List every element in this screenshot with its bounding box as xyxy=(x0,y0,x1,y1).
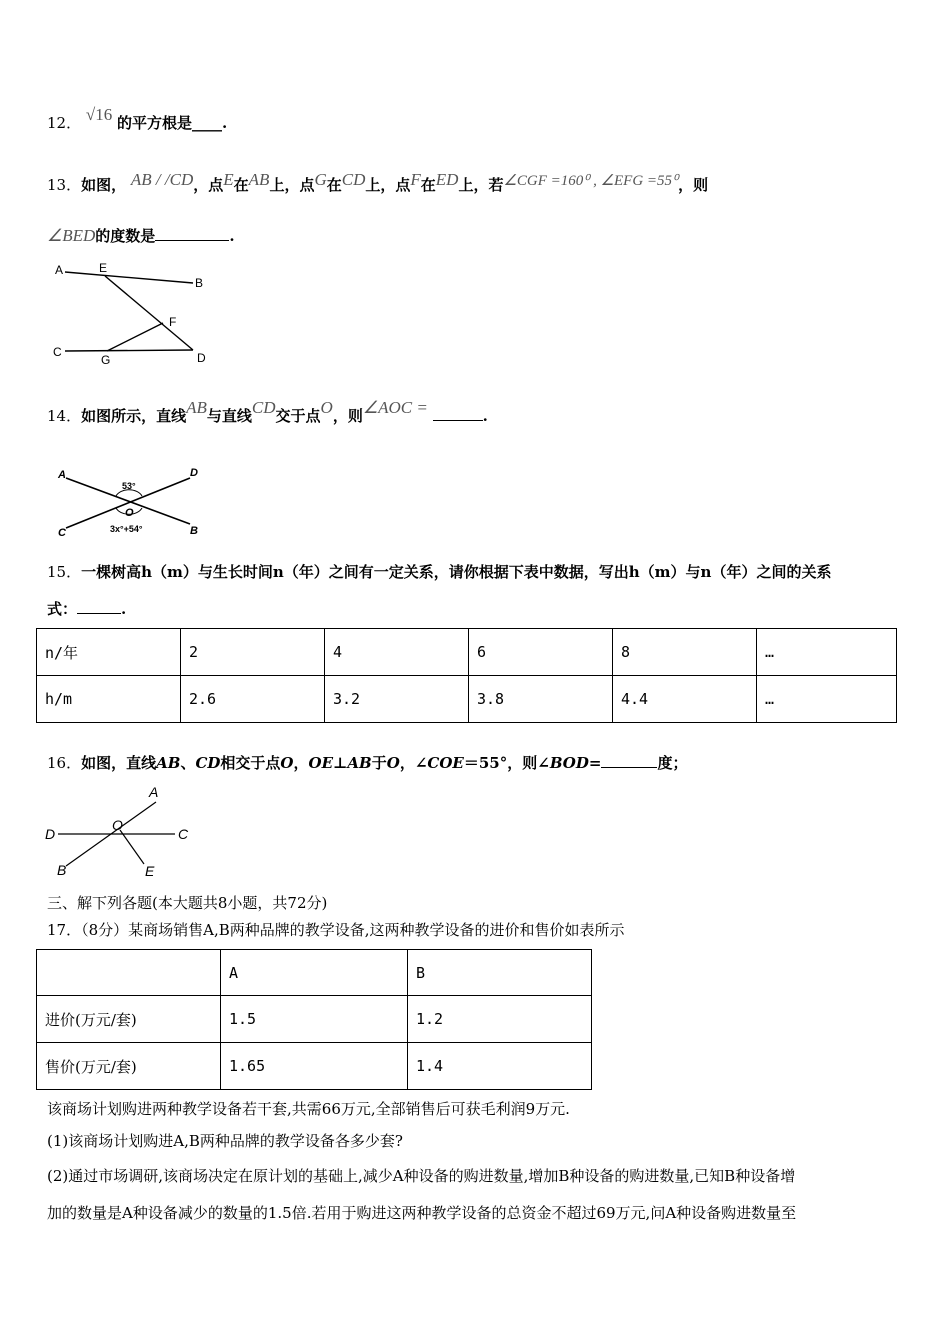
table-cell: 4 xyxy=(325,629,469,676)
q16-text: 度； xyxy=(657,754,688,772)
q13-text: ，点 xyxy=(193,176,224,194)
table-cell: 3.2 xyxy=(325,676,469,723)
table-cell: 2 xyxy=(181,629,325,676)
table-cell: 3.8 xyxy=(469,676,613,723)
table-cell: 2.6 xyxy=(181,676,325,723)
table-cell: n/年 xyxy=(37,629,181,676)
table-cell: 1.4 xyxy=(408,1043,592,1090)
q16-text: 于 xyxy=(371,754,387,772)
table-cell: A xyxy=(221,950,408,996)
q13-text: 在 xyxy=(420,176,436,194)
line-oe xyxy=(120,830,144,864)
q13-text: 上，点 xyxy=(269,176,315,194)
q16-text: 如图，直线 xyxy=(81,754,157,772)
q16-math: AB xyxy=(156,754,181,772)
q13-text: 上，点 xyxy=(365,176,411,194)
q17-part2-line2: 加的数量是A种设备减少的数量的1.5倍.若用于购进这两种教学设备的总资金不超过69万元,问A种设备购进数量至 xyxy=(47,1204,797,1222)
q16-math: ∠COE xyxy=(414,754,464,772)
q16-math: OE xyxy=(308,754,334,772)
label-a: A xyxy=(55,263,64,277)
q16-text: ， xyxy=(293,754,309,772)
table-cell: 1.5 xyxy=(221,996,408,1043)
q13-line1 xyxy=(47,170,709,195)
q13-figure xyxy=(45,258,225,368)
q14-text: . xyxy=(482,407,488,425)
label-d: D xyxy=(45,826,56,842)
q13-text: ，则 xyxy=(678,176,709,194)
q16-math: O xyxy=(280,754,294,772)
line-gf xyxy=(107,323,163,351)
q16-text: = xyxy=(588,754,602,772)
q15-text: 式： xyxy=(47,600,78,618)
label-g: G xyxy=(101,353,111,367)
q15-line2 xyxy=(47,598,126,619)
q15-text: . xyxy=(121,600,127,618)
table-row xyxy=(37,629,897,676)
q16-answer-blank[interactable] xyxy=(601,767,657,768)
q17-table xyxy=(36,949,592,1090)
q13-math: E xyxy=(223,170,234,189)
q13-text: 的度数是 xyxy=(95,227,156,245)
table-row xyxy=(37,996,592,1043)
q14-line xyxy=(47,398,488,426)
q14-text: ，则 xyxy=(332,407,363,425)
q14-answer-blank[interactable] xyxy=(433,420,483,421)
table-cell: 6 xyxy=(469,629,613,676)
q17-part1: (1)该商场计划购进A,B两种品牌的教学设备各多少套? xyxy=(47,1132,403,1150)
label-e: E xyxy=(99,261,108,275)
q13-math: CD xyxy=(341,170,366,189)
q15-table xyxy=(36,628,897,723)
q13-line2 xyxy=(47,225,235,246)
q13-answer-blank[interactable] xyxy=(155,240,229,241)
q14-math: CD xyxy=(251,398,276,417)
q13-text: 上，若 xyxy=(458,176,504,194)
q16-math: CD xyxy=(195,754,221,772)
q13-math: ∠CGF =160⁰ , ∠EFG =55⁰ xyxy=(503,173,679,189)
q13-math: ED xyxy=(435,170,459,189)
label-b: B xyxy=(190,525,198,537)
q16-math: O xyxy=(386,754,400,772)
table-cell: 1.2 xyxy=(408,996,592,1043)
q12-line xyxy=(47,105,228,133)
label-a: A xyxy=(149,784,159,800)
q16-math: BOD xyxy=(549,754,589,772)
q16-text: 相交于点 xyxy=(220,754,281,772)
q14-text: 如图所示，直线 xyxy=(81,407,187,425)
q16-text: 、 xyxy=(180,754,196,772)
q15-line1 xyxy=(47,561,831,582)
q15-answer-blank[interactable] xyxy=(77,613,121,614)
table-row xyxy=(37,1043,592,1090)
table-cell: … xyxy=(757,676,897,723)
q13-math: AB / /CD xyxy=(130,170,194,189)
table-cell xyxy=(37,950,221,996)
angle-bottom-label: 3x°+54° xyxy=(110,524,143,534)
q14-math: O xyxy=(320,398,333,417)
label-o: O xyxy=(125,507,134,519)
q16-text: ＝55°，则∠ xyxy=(463,754,550,772)
q12-text: 的平方根是____. xyxy=(117,114,228,132)
q13-text: 在 xyxy=(233,176,249,194)
q12-number: 12． xyxy=(47,114,82,132)
q17-title: 17．（8分）某商场销售A,B两种品牌的教学设备,这两种教学设备的进价和售价如表所示 xyxy=(47,921,625,939)
label-b: B xyxy=(57,862,67,878)
table-row xyxy=(37,676,897,723)
q13-math: F xyxy=(410,170,421,189)
q16-text: ， xyxy=(399,754,415,772)
q15-text: 一棵树高h（m）与生长时间n（年）之间有一定关系，请你根据下表中数据，写出h（m）与n（年）之间的关系 xyxy=(81,563,832,581)
q14-math: AB xyxy=(186,398,207,417)
label-a: A xyxy=(58,469,66,481)
table-cell: 售价(万元/套) xyxy=(37,1043,221,1090)
table-cell: 8 xyxy=(613,629,757,676)
table-cell: 进价(万元/套) xyxy=(37,996,221,1043)
table-cell: 4.4 xyxy=(613,676,757,723)
q13-text: 在 xyxy=(326,176,342,194)
table-cell: … xyxy=(757,629,897,676)
q12-radical: √16 xyxy=(85,105,113,124)
angle-top-label: 53° xyxy=(122,481,136,491)
line-cd xyxy=(65,350,193,351)
table-row xyxy=(37,950,592,996)
q13-text: 如图， xyxy=(81,176,127,194)
q13-math: AB xyxy=(248,170,270,189)
label-c: C xyxy=(58,527,66,539)
label-d: D xyxy=(197,351,206,365)
label-d: D xyxy=(190,467,198,479)
q13-number: 13． xyxy=(47,176,82,194)
label-c: C xyxy=(53,345,62,359)
section-title: 三、解下列各题(本大题共8小题，共72分) xyxy=(47,894,328,912)
q16-line xyxy=(47,752,687,773)
line-ed xyxy=(105,276,193,350)
q14-number: 14． xyxy=(47,407,82,425)
label-c: C xyxy=(178,826,189,842)
q16-figure xyxy=(40,782,200,882)
q16-text: ⊥ xyxy=(333,754,348,772)
label-o: O xyxy=(112,817,123,833)
q13-math: ∠BED xyxy=(47,226,96,245)
line-ab xyxy=(65,272,193,283)
label-e: E xyxy=(145,863,155,879)
table-cell: B xyxy=(408,950,592,996)
q17-paragraph: 该商场计划购进两种教学设备若干套,共需66万元,全部销售后可获毛利润9万元. xyxy=(47,1100,570,1118)
q16-math: AB xyxy=(347,754,372,772)
label-b: B xyxy=(195,276,204,290)
q16-number: 16． xyxy=(47,754,82,772)
q14-text: 与直线 xyxy=(206,407,252,425)
table-cell: h/m xyxy=(37,676,181,723)
label-f: F xyxy=(169,315,177,329)
table-cell: 1.65 xyxy=(221,1043,408,1090)
q13-text: . xyxy=(229,227,235,245)
q13-math: G xyxy=(314,170,327,189)
q14-figure xyxy=(52,460,212,545)
q14-math: ∠AOC = xyxy=(362,398,428,417)
q17-part2-line1: (2)通过市场调研,该商场决定在原计划的基础上,减少A种设备的购进数量,增加B种设备的购进数量,已知B种设备增 xyxy=(47,1167,796,1185)
q14-text: 交于点 xyxy=(275,407,321,425)
q15-number: 15． xyxy=(47,563,82,581)
